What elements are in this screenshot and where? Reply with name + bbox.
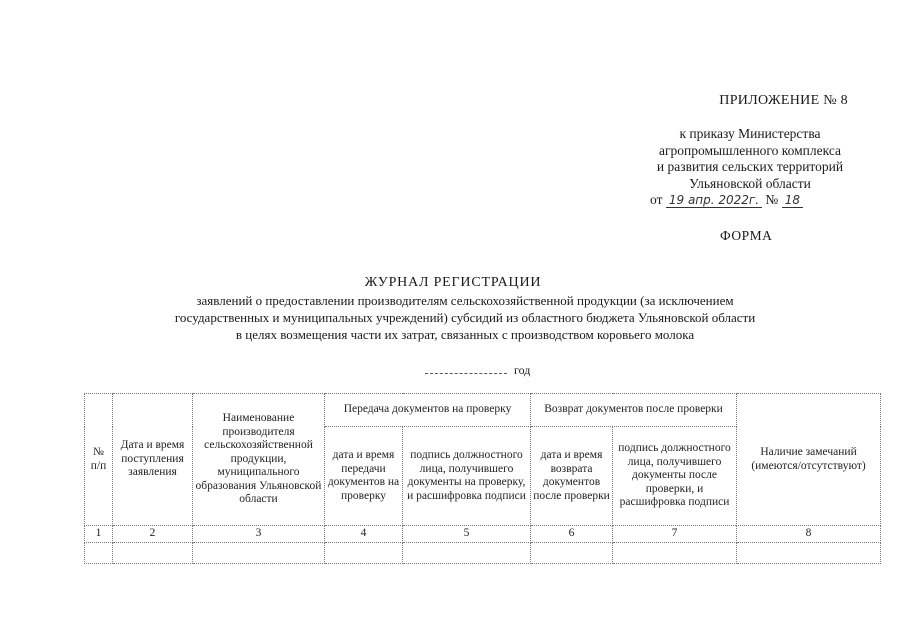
registration-table	[84, 393, 881, 564]
empty-cell	[613, 542, 737, 563]
journal-title: ЖУРНАЛ РЕГИСТРАЦИИ	[364, 275, 542, 290]
journal-subtitle	[95, 292, 835, 343]
empty-cell	[325, 542, 403, 563]
order-line: к приказу Министерства	[679, 126, 821, 141]
empty-cell	[113, 542, 193, 563]
column-number-cell: 6	[531, 526, 613, 543]
column-number-cell: 8	[737, 526, 881, 543]
table-header-row	[85, 394, 881, 427]
header-col-transfer-date: дата и время передачи документов на проверку	[325, 427, 403, 526]
header-col-return-signature: подпись должностного лица, получившего документы после проверки, и расшифровка подписи	[613, 427, 737, 526]
year-line	[425, 363, 530, 378]
header-col-date-received: Дата и время поступления заявления	[113, 394, 193, 526]
order-reference	[610, 126, 890, 192]
order-line: и развития сельских территорий	[656, 159, 844, 174]
column-number-cell: 5	[403, 526, 531, 543]
empty-cell	[85, 542, 113, 563]
column-number-cell: 4	[325, 526, 403, 543]
header-group-transfer: Передача документов на проверку	[325, 394, 531, 427]
header-col-transfer-signature: подпись должностного лица, получившего документы на проверку, и расшифровка подписи	[403, 427, 531, 526]
empty-cell	[403, 542, 531, 563]
column-number-cell: 7	[613, 526, 737, 543]
year-suffix: год	[514, 363, 531, 377]
column-number-cell: 3	[193, 526, 325, 543]
order-line: Ульяновской области	[689, 175, 811, 191]
number-prefix: №	[765, 192, 779, 207]
empty-cell	[193, 542, 325, 563]
subtitle-line: государственных и муниципальных учреждений) субсидий из областного бюджета Ульяновской области	[174, 310, 756, 325]
empty-cell	[531, 542, 613, 563]
order-line: агропромышленного комплекса	[659, 142, 841, 158]
header-group-return: Возврат документов после проверки	[531, 394, 737, 427]
header-col-number: № п/п	[85, 394, 113, 526]
column-number-cell: 1	[85, 526, 113, 543]
subtitle-line: в целях возмещения части их затрат, связанных с производством коровьего молока	[235, 327, 695, 342]
header-col-remarks: Наличие замечаний (имеются/отсутствуют)	[737, 394, 881, 526]
year-blank	[425, 363, 507, 374]
form-label: ФОРМА	[720, 228, 773, 243]
column-number-row	[85, 526, 881, 543]
header-col-producer-name: Наименование производителя сельскохозяйственной продукции, муниципального образования Ульяновской области	[193, 394, 325, 526]
handwritten-date: 19 апр. 2022г.	[666, 193, 762, 208]
subtitle-line: заявлений о предоставлении производителям сельскохозяйственной продукции (за исключением	[196, 293, 734, 308]
handwritten-number: 18	[782, 193, 803, 208]
column-number-cell: 2	[113, 526, 193, 543]
empty-cell	[737, 542, 881, 563]
appendix-heading: ПРИЛОЖЕНИЕ № 8	[719, 93, 848, 108]
header-col-return-date: дата и время возврата документов после проверки	[531, 427, 613, 526]
empty-entry-row	[85, 542, 881, 563]
date-prefix: от	[650, 192, 663, 207]
order-date-line	[650, 192, 803, 208]
